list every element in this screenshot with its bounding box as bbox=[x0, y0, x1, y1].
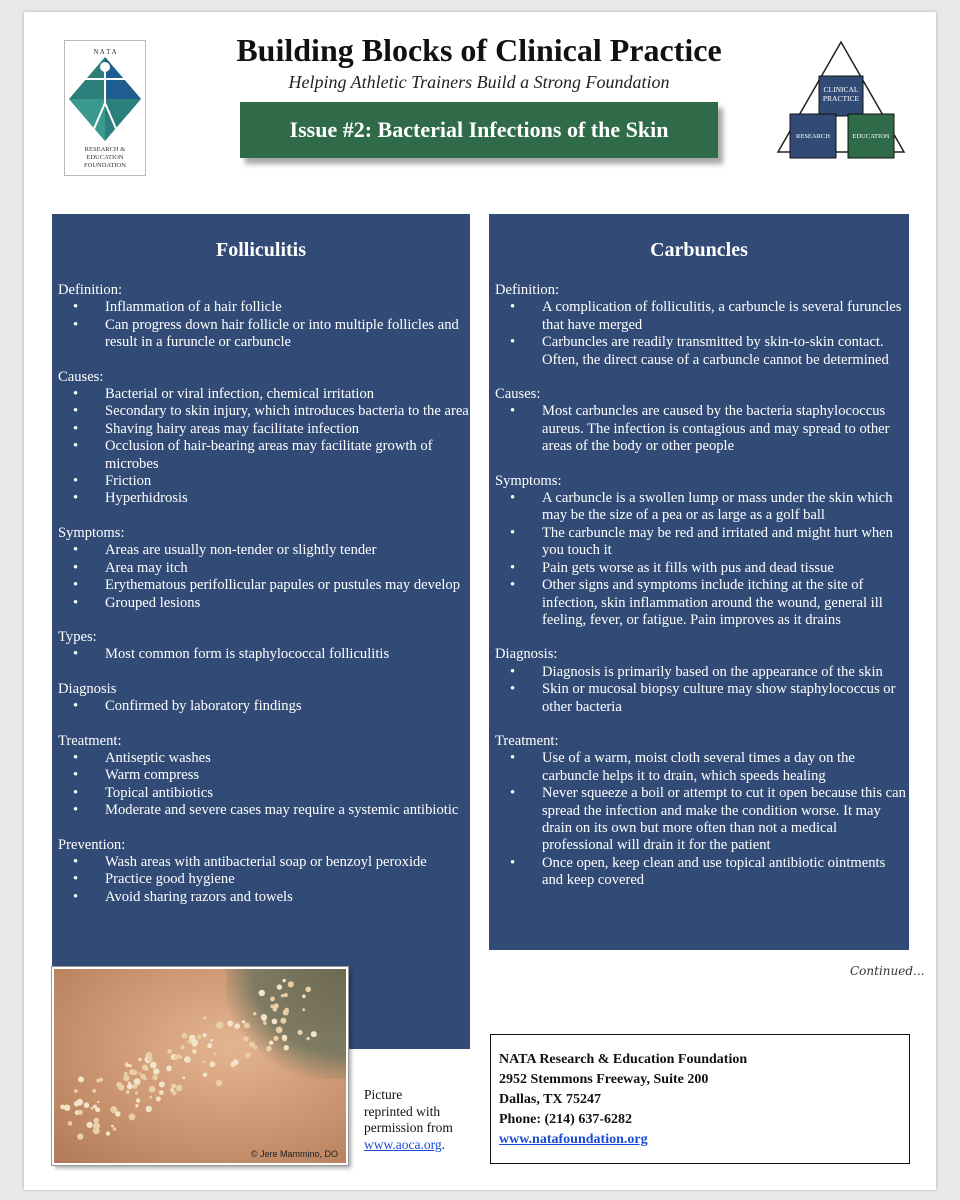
clinical-practice-logo bbox=[776, 40, 906, 162]
list-item: • Wash areas with antibacterial soap or benzoyl peroxide bbox=[58, 854, 470, 871]
caption-line-2: reprinted with bbox=[364, 1103, 441, 1119]
pustule-dot bbox=[270, 997, 275, 1002]
pustule-dot bbox=[180, 1045, 184, 1049]
bullet-list bbox=[495, 299, 909, 369]
list-item: • Topical antibiotics bbox=[58, 785, 470, 802]
folliculitis-section bbox=[58, 525, 470, 612]
pustule-dot bbox=[243, 1036, 248, 1041]
logo-left-bottom-text-3: FOUNDATION bbox=[84, 162, 126, 169]
list-item: • Occlusion of hair-bearing areas may facilitate growth of microbes bbox=[58, 438, 470, 473]
pustule-dot bbox=[84, 1102, 90, 1108]
bullet-list bbox=[58, 542, 470, 612]
section-label: Definition: bbox=[58, 282, 123, 298]
section-label: Symptoms: bbox=[58, 524, 125, 541]
pustule-dot bbox=[113, 1127, 117, 1131]
continued-note: Continued... bbox=[850, 964, 925, 978]
pustule-dot bbox=[266, 1046, 272, 1052]
bullet-list bbox=[58, 299, 470, 351]
photo-credit: © Jere Mammino, DO bbox=[250, 1149, 338, 1159]
pustule-dot bbox=[203, 1073, 208, 1078]
pustule-dot bbox=[77, 1133, 83, 1139]
pustule-dot bbox=[210, 1061, 216, 1067]
pustule-dot bbox=[97, 1101, 99, 1103]
carbuncles-title: Carbuncles bbox=[650, 239, 748, 261]
caption-line-4 bbox=[364, 1137, 464, 1154]
pustule-dot bbox=[283, 1010, 289, 1016]
pustule-dot bbox=[135, 1104, 138, 1107]
pustule-dot bbox=[174, 1056, 179, 1061]
section-label: Symptoms: bbox=[495, 472, 562, 489]
pustule-dot bbox=[166, 1066, 172, 1072]
caption-period: . bbox=[441, 1136, 445, 1152]
list-item: • Area may itch bbox=[58, 560, 470, 577]
contact-org: NATA Research & Education Foundation bbox=[499, 1052, 748, 1067]
pustule-dot bbox=[149, 1086, 156, 1093]
pustule-dot bbox=[192, 1049, 196, 1053]
pustule-dot bbox=[96, 1079, 100, 1083]
carbuncles-section bbox=[495, 733, 909, 890]
pustule-dot bbox=[305, 987, 311, 993]
pustule-dot bbox=[288, 981, 294, 987]
pustule-dot bbox=[277, 984, 282, 989]
pustule-dot bbox=[216, 1024, 219, 1027]
folliculitis-section bbox=[58, 837, 470, 907]
bullet-list bbox=[495, 664, 909, 716]
pustule-dot bbox=[259, 990, 265, 996]
list-item: • Most common form is staphylococcal folliculitis bbox=[58, 646, 470, 663]
logo-right-right-text: EDUCATION bbox=[852, 133, 890, 140]
pustule-dot bbox=[272, 1019, 278, 1025]
pustule-dot bbox=[276, 1027, 283, 1034]
section-label: Definition: bbox=[495, 282, 560, 298]
pustule-dot bbox=[126, 1090, 130, 1094]
folliculitis-section bbox=[58, 681, 470, 716]
pustule-dot bbox=[68, 1121, 73, 1126]
folliculitis-section bbox=[58, 282, 470, 352]
list-item: • Never squeeze a boil or attempt to cut it open because this can spread the infection and make the condition worse. It may drain on its own but more often than not a medical professional will drain it for the patient bbox=[495, 785, 909, 855]
list-item: • Other signs and symptoms include itching at the site of infection, skin inflammation around the wound, general ill feeling, fever, or fatigue. Pain improves as it drains bbox=[495, 577, 909, 629]
folliculitis-photo bbox=[52, 967, 348, 1165]
pustule-dot bbox=[281, 994, 284, 997]
contact-address-2: Dallas, TX 75247 bbox=[499, 1092, 602, 1107]
caption-line-1: Picture bbox=[364, 1087, 403, 1102]
section-label: Causes: bbox=[58, 368, 104, 385]
contact-box bbox=[490, 1034, 910, 1164]
pustule-dot bbox=[152, 1075, 157, 1080]
carbuncles-section bbox=[495, 646, 909, 716]
pustule-dot bbox=[143, 1077, 147, 1081]
pustule-dot bbox=[129, 1069, 135, 1075]
pustule-dot bbox=[197, 1035, 202, 1040]
pustule-dot bbox=[93, 1105, 97, 1109]
pustule-dot bbox=[284, 1045, 289, 1050]
section-label: Treatment: bbox=[495, 732, 559, 749]
pustule-dot bbox=[306, 1037, 309, 1040]
pustule-dot bbox=[111, 1125, 114, 1128]
section-label: Prevention: bbox=[58, 836, 126, 853]
pustule-dot bbox=[93, 1127, 100, 1134]
section-label: Treatment: bbox=[58, 732, 122, 749]
pustule-dots bbox=[54, 969, 346, 1163]
pustule-dot bbox=[153, 1068, 160, 1075]
pustule-dot bbox=[118, 1084, 124, 1090]
list-item: • Bacterial or viral infection, chemical irritation bbox=[58, 386, 470, 403]
list-item: • Carbuncles are readily transmitted by skin-to-skin contact. Often, the direct cause of a carbuncle cannot be determined bbox=[495, 334, 909, 369]
pustule-dot bbox=[214, 1053, 217, 1056]
document-page bbox=[24, 12, 936, 1190]
folliculitis-title: Folliculitis bbox=[216, 239, 306, 261]
list-item: • Diagnosis is primarily based on the appearance of the skin bbox=[495, 664, 909, 681]
nata-foundation-logo bbox=[64, 40, 146, 176]
pustule-dot bbox=[87, 1122, 93, 1128]
pustule-dot bbox=[273, 1036, 278, 1041]
folliculitis-section bbox=[58, 629, 470, 664]
pustule-dot bbox=[234, 1023, 240, 1029]
folliculitis-sections bbox=[52, 282, 470, 906]
pustule-dot bbox=[210, 1039, 213, 1042]
pustule-dot bbox=[273, 1007, 278, 1012]
list-item: • Friction bbox=[58, 473, 470, 490]
pustule-dot bbox=[311, 1031, 317, 1037]
bullet-list bbox=[495, 490, 909, 629]
page-subtitle: Helping Athletic Trainers Build a Strong Foundation bbox=[288, 72, 670, 92]
pustule-dot bbox=[106, 1131, 110, 1135]
caption-line-3: permission from bbox=[364, 1120, 453, 1135]
pustule-dot bbox=[176, 1085, 183, 1092]
list-item: • Avoid sharing razors and towels bbox=[58, 889, 470, 906]
pustule-dot bbox=[244, 1023, 250, 1029]
pustule-dot bbox=[302, 995, 306, 999]
aoca-link[interactable]: www.aoca.org bbox=[364, 1136, 442, 1152]
pustule-dot bbox=[78, 1110, 83, 1115]
list-item: • Once open, keep clean and use topical antibiotic ointments and keep covered bbox=[495, 855, 909, 890]
list-item: • Use of a warm, moist cloth several times a day on the carbuncle helps it to drain, which speeds healing bbox=[495, 750, 909, 785]
pustule-dot bbox=[92, 1089, 96, 1093]
list-item: • Grouped lesions bbox=[58, 595, 470, 612]
bullet-list bbox=[58, 386, 470, 508]
photo-caption bbox=[364, 1087, 464, 1153]
pustule-dot bbox=[207, 1043, 212, 1048]
list-item: • Erythematous perifollicular papules or pustules may develop bbox=[58, 577, 470, 594]
logo-left-bottom-text-2: EDUCATION bbox=[86, 154, 124, 161]
pustule-dot bbox=[242, 1020, 245, 1023]
folliculitis-section bbox=[58, 733, 470, 820]
list-item: • Can progress down hair follicle or into multiple follicles and result in a furuncle or carbuncle bbox=[58, 317, 470, 352]
pustule-dot bbox=[191, 1039, 198, 1046]
pustule-dot bbox=[159, 1090, 164, 1095]
pustule-dot bbox=[245, 1052, 251, 1058]
section-label: Diagnosis: bbox=[495, 646, 558, 663]
pustule-dot bbox=[263, 1021, 267, 1025]
list-item: • Warm compress bbox=[58, 767, 470, 784]
pustule-dot bbox=[76, 1099, 83, 1106]
section-label: Causes: bbox=[495, 386, 541, 403]
page-title: Building Blocks of Clinical Practice bbox=[236, 32, 722, 68]
pustule-dot bbox=[146, 1106, 152, 1112]
pustule-dot bbox=[156, 1096, 161, 1101]
pustule-dot bbox=[171, 1083, 176, 1088]
pustule-dot bbox=[172, 1091, 177, 1096]
bullet-list bbox=[58, 698, 470, 715]
pustule-dot bbox=[282, 1035, 288, 1041]
pustule-dot bbox=[302, 1008, 305, 1011]
pustule-dot bbox=[298, 1030, 303, 1035]
foundation-website-link[interactable]: www.natafoundation.org bbox=[499, 1132, 648, 1147]
carbuncles-panel bbox=[489, 214, 909, 950]
pustule-dot bbox=[182, 1076, 185, 1079]
issue-banner: Issue #2: Bacterial Infections of the Skin bbox=[240, 102, 718, 158]
pustule-dot bbox=[184, 1056, 191, 1063]
pustule-dot bbox=[150, 1062, 157, 1069]
pustule-dot bbox=[249, 1042, 255, 1048]
pustule-dot bbox=[216, 1080, 223, 1087]
list-item: • Pain gets worse as it fills with pus and dead tissue bbox=[495, 560, 909, 577]
pustule-dot bbox=[91, 1107, 94, 1110]
list-item: • Hyperhidrosis bbox=[58, 490, 470, 507]
logo-left-top-text: N A T A bbox=[93, 48, 117, 56]
pustule-dot bbox=[78, 1076, 84, 1082]
pustule-dot bbox=[147, 1056, 152, 1061]
pustule-dot bbox=[227, 1021, 233, 1027]
carbuncles-section bbox=[495, 473, 909, 630]
pustule-dot bbox=[231, 1062, 236, 1067]
pustule-dot bbox=[138, 1058, 141, 1061]
pustule-dot bbox=[123, 1075, 129, 1081]
list-item: • Secondary to skin injury, which introduces bacteria to the area bbox=[58, 403, 470, 420]
pustule-dot bbox=[182, 1033, 187, 1038]
pustule-dot bbox=[203, 1017, 206, 1020]
pustule-dot bbox=[136, 1098, 140, 1102]
bullet-list bbox=[495, 403, 909, 455]
list-item: • Moderate and severe cases may require a systemic antibiotic bbox=[58, 802, 470, 819]
logo-right-top-text-2: PRACTICE bbox=[822, 94, 860, 103]
bullet-list bbox=[58, 646, 470, 663]
pustule-dot bbox=[261, 1014, 267, 1020]
pustule-dot bbox=[202, 1061, 205, 1064]
pustule-dot bbox=[132, 1084, 137, 1089]
pustule-dot bbox=[179, 1056, 182, 1059]
pustule-dot bbox=[149, 1096, 152, 1099]
pustule-dot bbox=[64, 1105, 70, 1111]
pustule-dot bbox=[139, 1073, 142, 1076]
list-item: • Antiseptic washes bbox=[58, 750, 470, 767]
carbuncles-section bbox=[495, 282, 909, 369]
pustule-dot bbox=[145, 1067, 149, 1071]
pustule-dot bbox=[74, 1089, 78, 1093]
bullet-list bbox=[495, 750, 909, 889]
pustule-dot bbox=[110, 1106, 117, 1113]
logo-left-bottom-text-1: RESEARCH & bbox=[84, 146, 126, 153]
pustule-dot bbox=[135, 1091, 138, 1094]
list-item: • Confirmed by laboratory findings bbox=[58, 698, 470, 715]
pustule-dot bbox=[129, 1113, 136, 1120]
folliculitis-section bbox=[58, 369, 470, 508]
pustule-dot bbox=[203, 1033, 207, 1037]
list-item: • A carbuncle is a swollen lump or mass under the skin which may be the size of a pea or as large as a golf ball bbox=[495, 490, 909, 525]
pustule-dot bbox=[126, 1063, 130, 1067]
carbuncles-section bbox=[495, 386, 909, 456]
contact-phone: Phone: (214) 637-6282 bbox=[499, 1112, 632, 1127]
list-item: • Areas are usually non-tender or slightly tender bbox=[58, 542, 470, 559]
list-item: • Inflammation of a hair follicle bbox=[58, 299, 470, 316]
pustule-dot bbox=[159, 1082, 165, 1088]
list-item: • Skin or mucosal biopsy culture may show staphylococcus or other bacteria bbox=[495, 681, 909, 716]
section-label: Types: bbox=[58, 628, 97, 645]
list-item: • Shaving hairy areas may facilitate infection bbox=[58, 421, 470, 438]
logo-right-top-text-1: CLINICAL bbox=[823, 85, 859, 94]
pustule-dot bbox=[127, 1084, 133, 1090]
pustule-dot bbox=[280, 1018, 286, 1024]
carbuncles-sections bbox=[489, 282, 909, 890]
list-item: • The carbuncle may be red and irritated and might hurt when you touch it bbox=[495, 525, 909, 560]
pustule-dot bbox=[253, 1012, 256, 1015]
logo-right-left-text: RESEARCH bbox=[796, 133, 830, 140]
pustule-dot bbox=[283, 979, 286, 982]
list-item: • Most carbuncles are caused by the bacteria staphylococcus aureus. The infection is contagious and may spread to other areas of the body or other people bbox=[495, 403, 909, 455]
section-label: Diagnosis bbox=[58, 680, 117, 697]
folliculitis-panel bbox=[52, 214, 470, 1049]
pustule-dot bbox=[269, 1041, 273, 1045]
pustule-dot bbox=[167, 1049, 172, 1054]
bullet-list bbox=[58, 854, 470, 906]
list-item: • A complication of folliculitis, a carbuncle is several furuncles that have merged bbox=[495, 299, 909, 334]
pustule-dot bbox=[284, 993, 288, 997]
list-item: • Practice good hygiene bbox=[58, 871, 470, 888]
pustule-dot bbox=[93, 1118, 99, 1124]
bullet-list bbox=[58, 750, 470, 820]
contact-address-1: 2952 Stemmons Freeway, Suite 200 bbox=[499, 1072, 709, 1087]
